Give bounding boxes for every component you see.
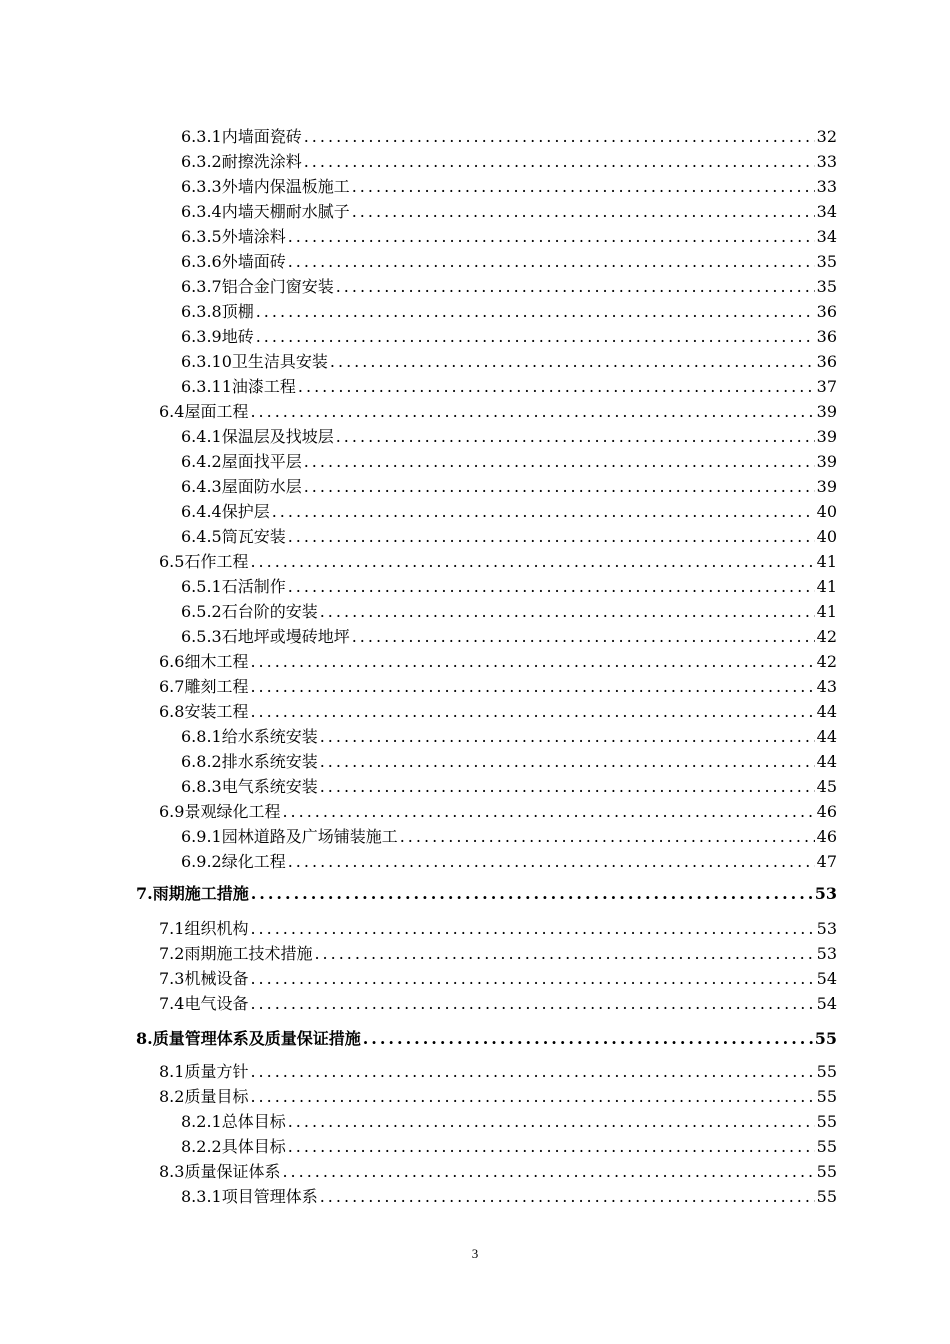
toc-dot-leader — [288, 1110, 815, 1134]
toc-entry-page: 44 — [816, 752, 837, 771]
toc-dot-leader — [320, 1185, 815, 1209]
toc-entry-title: 6.9.1园林道路及广场铺装施工 — [181, 827, 398, 846]
toc-dot-leader — [352, 625, 815, 649]
toc-entry[interactable] — [181, 175, 837, 199]
toc-dot-leader — [256, 300, 815, 324]
toc-entry[interactable] — [181, 250, 837, 274]
toc-dot-leader — [282, 1160, 814, 1184]
toc-entry-title: 6.5.1石活制作 — [181, 577, 286, 596]
toc-dot-leader — [288, 225, 815, 249]
toc-entry-title: 6.8.2排水系统安装 — [181, 752, 318, 771]
toc-entry[interactable] — [181, 1185, 837, 1209]
toc-entry-page: 44 — [816, 727, 837, 746]
toc-dot-leader — [250, 400, 814, 424]
toc-entry-page: 40 — [816, 527, 837, 546]
toc-entry[interactable] — [181, 350, 837, 374]
toc-entry-page: 42 — [816, 652, 837, 671]
toc-dot-leader — [288, 1135, 815, 1159]
toc-entry-title: 6.4.5筒瓦安装 — [181, 527, 286, 546]
toc-entry-page: 55 — [816, 1087, 837, 1106]
toc-entry-title: 8.1质量方针 — [159, 1062, 249, 1081]
toc-dot-leader — [250, 992, 814, 1016]
toc-entry[interactable] — [159, 400, 837, 424]
toc-entry-title: 6.4.1保温层及找坡层 — [181, 427, 334, 446]
toc-entry[interactable] — [181, 300, 837, 324]
toc-entry-title: 6.5石作工程 — [159, 552, 249, 571]
toc-entry-page: 54 — [816, 994, 837, 1013]
toc-dot-leader — [288, 250, 815, 274]
toc-dot-leader — [363, 1027, 813, 1051]
toc-dot-leader — [251, 882, 813, 906]
toc-entry-page: 33 — [816, 152, 837, 171]
toc-entry-title: 7.3机械设备 — [159, 969, 249, 988]
toc-entry-title: 6.5.3石地坪或墁砖地坪 — [181, 627, 350, 646]
toc-entry[interactable] — [159, 967, 837, 991]
toc-dot-leader — [250, 550, 814, 574]
toc-dot-leader — [330, 350, 815, 374]
toc-entry-title: 8.2.1总体目标 — [181, 1112, 286, 1131]
page-number: 3 — [471, 1246, 479, 1261]
toc-entry[interactable] — [136, 1027, 837, 1051]
toc-entry[interactable] — [136, 882, 837, 906]
toc-entry[interactable] — [181, 1135, 837, 1159]
toc-entry-page: 55 — [816, 1162, 837, 1181]
toc-entry[interactable] — [181, 200, 837, 224]
toc-entry-page: 53 — [814, 884, 837, 903]
toc-entry[interactable] — [181, 625, 837, 649]
toc-dot-leader — [288, 850, 815, 874]
toc-entry-page: 39 — [816, 402, 837, 421]
toc-entry-title: 8.质量管理体系及质量保证措施 — [136, 1029, 361, 1048]
toc-entry-page: 46 — [816, 827, 837, 846]
toc-entry[interactable] — [181, 275, 837, 299]
toc-entry-page: 39 — [816, 477, 837, 496]
toc-entry-page: 54 — [816, 969, 837, 988]
toc-entry-title: 7.2雨期施工技术措施 — [159, 944, 313, 963]
toc-entry-title: 6.3.4内墙天棚耐水腻子 — [181, 202, 350, 221]
toc-entry-page: 35 — [816, 277, 837, 296]
toc-entry[interactable] — [181, 1110, 837, 1134]
toc-dot-leader — [320, 725, 815, 749]
toc-entry-title: 6.3.1内墙面瓷砖 — [181, 127, 302, 146]
toc-entry-page: 41 — [816, 577, 837, 596]
toc-entry-page: 55 — [814, 1029, 837, 1048]
toc-entry-title: 6.4.3屋面防水层 — [181, 477, 302, 496]
toc-dot-leader — [320, 775, 815, 799]
toc-dot-leader — [250, 1085, 814, 1109]
toc-dot-leader — [282, 800, 814, 824]
toc-entry-title: 6.6细木工程 — [159, 652, 249, 671]
toc-entry-title: 6.7雕刻工程 — [159, 677, 249, 696]
toc-entry[interactable] — [159, 1060, 837, 1084]
toc-dot-leader — [250, 1060, 814, 1084]
toc-dot-leader — [288, 575, 815, 599]
toc-entry-title: 6.3.10卫生洁具安装 — [181, 352, 328, 371]
toc-entry-title: 6.4屋面工程 — [159, 402, 249, 421]
toc-entry-page: 40 — [816, 502, 837, 521]
toc-entry[interactable] — [181, 750, 837, 774]
toc-entry[interactable] — [159, 550, 837, 574]
toc-entry-page: 43 — [816, 677, 837, 696]
toc-entry-page: 37 — [816, 377, 837, 396]
toc-entry-title: 6.3.5外墙涂料 — [181, 227, 286, 246]
toc-entry-page: 53 — [816, 919, 837, 938]
toc-dot-leader — [304, 450, 815, 474]
toc-entry[interactable] — [159, 917, 837, 941]
toc-entry[interactable] — [159, 675, 837, 699]
toc-entry-title: 7.4电气设备 — [159, 994, 249, 1013]
toc-dot-leader — [352, 175, 815, 199]
toc-entry-title: 8.3.1项目管理体系 — [181, 1187, 318, 1206]
toc-dot-leader — [288, 525, 815, 549]
toc-entry-title: 6.3.2耐擦洗涂料 — [181, 152, 302, 171]
toc-entry[interactable] — [181, 150, 837, 174]
toc-dot-leader — [336, 425, 815, 449]
toc-dot-leader — [250, 675, 814, 699]
toc-entry-title: 6.8.1给水系统安装 — [181, 727, 318, 746]
toc-entry[interactable] — [159, 700, 837, 724]
toc-entry-page: 41 — [816, 602, 837, 621]
toc-entry[interactable] — [181, 450, 837, 474]
toc-entry[interactable] — [181, 500, 837, 524]
toc-entry-title: 6.3.9地砖 — [181, 327, 254, 346]
toc-dot-leader — [320, 750, 815, 774]
toc-entry-title: 6.4.4保护层 — [181, 502, 270, 521]
toc-entry-title: 6.5.2石台阶的安装 — [181, 602, 318, 621]
toc-entry-page: 36 — [816, 352, 837, 371]
toc-entry[interactable] — [181, 375, 837, 399]
toc-dot-leader — [272, 500, 815, 524]
toc-dot-leader — [304, 475, 815, 499]
toc-entry-page: 46 — [816, 802, 837, 821]
toc-dot-leader — [250, 700, 814, 724]
toc-entry-title: 6.8.3电气系统安装 — [181, 777, 318, 796]
toc-entry-page: 55 — [816, 1187, 837, 1206]
toc-entry-page: 35 — [816, 252, 837, 271]
toc-entry[interactable] — [181, 325, 837, 349]
toc-entry-page: 33 — [816, 177, 837, 196]
toc-entry[interactable] — [159, 800, 837, 824]
toc-dot-leader — [250, 917, 814, 941]
toc-entry[interactable] — [181, 425, 837, 449]
toc-entry-page: 36 — [816, 302, 837, 321]
toc-entry-title: 6.3.11油漆工程 — [181, 377, 296, 396]
toc-entry-page: 44 — [816, 702, 837, 721]
toc-entry-page: 36 — [816, 327, 837, 346]
toc-entry-page: 55 — [816, 1062, 837, 1081]
toc-entry-page: 53 — [816, 944, 837, 963]
toc-entry-title: 8.2.2具体目标 — [181, 1137, 286, 1156]
toc-entry-page: 34 — [816, 227, 837, 246]
toc-entry[interactable] — [181, 475, 837, 499]
toc-dot-leader — [298, 375, 815, 399]
toc-entry-page: 42 — [816, 627, 837, 646]
toc-entry-title: 6.3.7铝合金门窗安装 — [181, 277, 334, 296]
toc-entry[interactable] — [181, 725, 837, 749]
toc-entry-page: 34 — [816, 202, 837, 221]
toc-entry[interactable] — [181, 600, 837, 624]
toc-entry[interactable] — [181, 850, 837, 874]
toc-entry[interactable] — [159, 650, 837, 674]
toc-entry-page: 41 — [816, 552, 837, 571]
toc-entry-title: 6.4.2屋面找平层 — [181, 452, 302, 471]
toc-entry-title: 6.9景观绿化工程 — [159, 802, 281, 821]
toc-dot-leader — [250, 650, 814, 674]
toc-dot-leader — [304, 125, 815, 149]
toc-dot-leader — [400, 825, 815, 849]
toc-entry[interactable] — [181, 125, 837, 149]
toc-entry-page: 55 — [816, 1137, 837, 1156]
toc-entry[interactable] — [181, 225, 837, 249]
toc-entry-title: 8.2质量目标 — [159, 1087, 249, 1106]
toc-dot-leader — [256, 325, 815, 349]
toc-dot-leader — [314, 942, 814, 966]
toc-entry[interactable] — [181, 525, 837, 549]
toc-entry-page: 32 — [816, 127, 837, 146]
toc-entry-title: 7.1组织机构 — [159, 919, 249, 938]
toc-entry[interactable] — [159, 992, 837, 1016]
toc-entry[interactable] — [181, 575, 837, 599]
toc-dot-leader — [336, 275, 815, 299]
toc-dot-leader — [250, 967, 814, 991]
toc-dot-leader — [352, 200, 815, 224]
toc-entry-title: 6.9.2绿化工程 — [181, 852, 286, 871]
toc-entry[interactable] — [159, 1085, 837, 1109]
toc-entry[interactable] — [181, 775, 837, 799]
toc-entry-title: 6.3.6外墙面砖 — [181, 252, 286, 271]
toc-dot-leader — [320, 600, 815, 624]
toc-entry-page: 47 — [816, 852, 837, 871]
toc-entry-title: 6.3.8顶棚 — [181, 302, 254, 321]
toc-entry-title: 6.8安装工程 — [159, 702, 249, 721]
toc-entry-page: 39 — [816, 427, 837, 446]
toc-entry[interactable] — [159, 1160, 837, 1184]
toc-entry[interactable] — [159, 942, 837, 966]
toc-entry-title: 7.雨期施工措施 — [136, 884, 249, 903]
toc-entry-title: 8.3质量保证体系 — [159, 1162, 281, 1181]
toc-entry-page: 55 — [816, 1112, 837, 1131]
toc-entry[interactable] — [181, 825, 837, 849]
toc-entry-page: 45 — [816, 777, 837, 796]
toc-dot-leader — [304, 150, 815, 174]
toc-entry-title: 6.3.3外墙内保温板施工 — [181, 177, 350, 196]
toc-entry-page: 39 — [816, 452, 837, 471]
